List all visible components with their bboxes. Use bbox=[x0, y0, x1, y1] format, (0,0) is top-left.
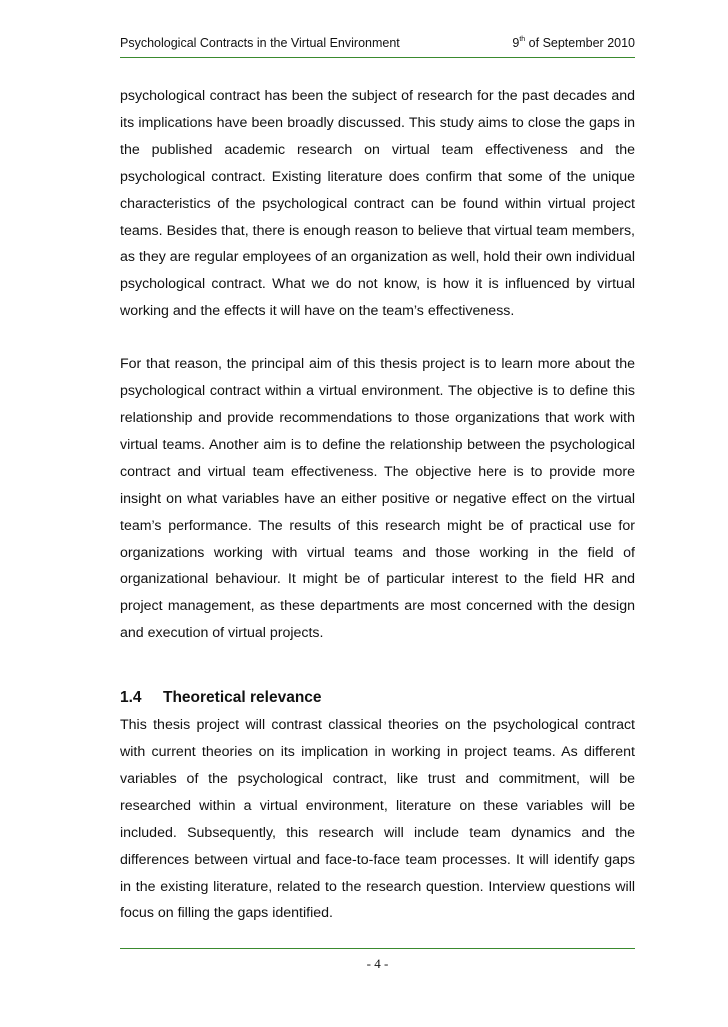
section-paragraph: This thesis project will contrast classical theories on the psychological contract with current theories on its implication in working in project teams. As different variables of the psychological contract, like trust and commitment, will be researched within a virtual environment, literature on these variables will be included. Subsequently, this research will include team dynamics and the differences between virtual and face-to-face team processes. It will identify gaps in the existing literature, related to the research question. Interview questions will focus on filling the gaps identified. bbox=[120, 717, 635, 922]
section-number: 1.4 bbox=[120, 689, 142, 707]
header-title: Psychological Contracts in the Virtual Environment bbox=[120, 36, 400, 50]
body-paragraph-2: For that reason, the principal aim of this thesis project is to learn more about the psychological contract within a virtual environment. The objective is to define this relationship and provide recommendations to those organizations that work with virtual teams. Another aim is to define the relationship between the psychological contract and virtual team effectiveness. The objective here is to provide more insight on what variables have an either positive or negative effect on the virtual team’s performance. The results of this research might be of practical use for organizations working with virtual teams and those working in the field of organizational behaviour. It might be of particular interest to the field HR and project management, as these departments are most concerned with the design and execution of virtual projects. bbox=[120, 356, 635, 642]
page-number: - 4 - bbox=[366, 956, 389, 971]
body-paragraph-1: psychological contract has been the subject of research for the past decades and its implications have been broadly discussed. This study aims to close the gaps in the published academic research on virtual team effectiveness and the psychological contract. Existing literature does confirm that some of the unique characteristics of the psychological contract can be found within virtual project teams. Besides that, there is enough reason to believe that virtual team members, as they are regular employees of an organization as well, hold their own individual psychological contract. What we do not know, is how it is influenced by virtual working and the effects it will have on the team’s effectiveness. bbox=[120, 88, 635, 320]
header-date bbox=[512, 34, 635, 52]
page-body bbox=[120, 83, 635, 927]
header-date-suffix: th bbox=[519, 36, 526, 43]
header-date-day: 9 bbox=[512, 36, 520, 50]
running-header bbox=[120, 34, 635, 58]
section-title: Theoretical relevance bbox=[163, 689, 322, 707]
header-date-rest: of September 2010 bbox=[528, 36, 635, 50]
section-heading bbox=[120, 687, 635, 709]
page-footer bbox=[120, 948, 635, 972]
